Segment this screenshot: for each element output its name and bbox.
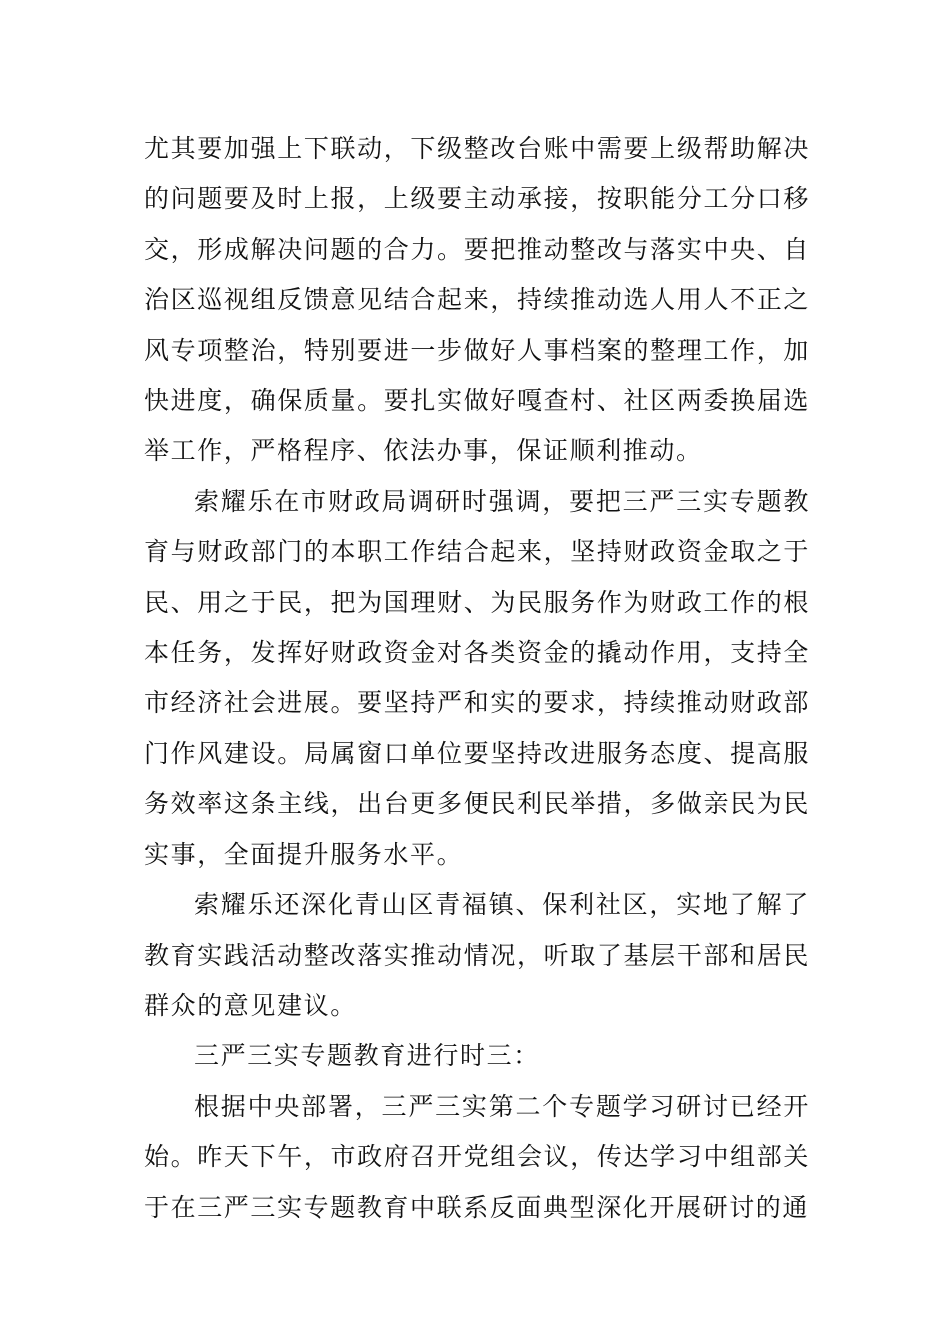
paragraph-2: 索耀乐在市财政局调研时强调，要把三严三实专题教育与财政部门的本职工作结合起来，坚持财政资金取之于民、用之于民，把为国理财、为民服务作为财政工作的根本任务，发挥好财政资金对各类资金的撬动作用，支持全市经济社会进展。要坚持严和实的要求，持续推动财政部门作风建设。局属窗口单位要坚持改进服务态度、提高服务效率这条主线，出台更多便民利民举措，多做亲民为民实事，全面提升服务水平。 [144,486,810,869]
section-heading: 三严三实专题教育进行时三： [194,1041,540,1071]
paragraph-4: 根据中央部署，三严三实第二个专题学习研讨已经开始。昨天下午，市政府召开党组会议，传达学习中组部关于在三严三实专题教育中联系反面典型深化开展研讨的通 [144,1091,810,1222]
paragraph-3: 索耀乐还深化青山区青福镇、保利社区，实地了解了教育实践活动整改落实推动情况，听取了基层干部和居民群众的意见建议。 [144,890,810,1020]
document-body [144,124,810,1233]
paragraph-1: 尤其要加强上下联动，下级整改台账中需要上级帮助解决的问题要及时上报，上级要主动承接，按职能分工分口移交，形成解决问题的合力。要把推动整改与落实中央、自治区巡视组反馈意见结合起来，持续推动选人用人不正之风专项整治，特别要进一步做好人事档案的整理工作，加快进度，确保质量。要扎实做好嘎查村、社区两委换届选举工作，严格程序、依法办事，保证顺利推动。 [144,134,810,466]
